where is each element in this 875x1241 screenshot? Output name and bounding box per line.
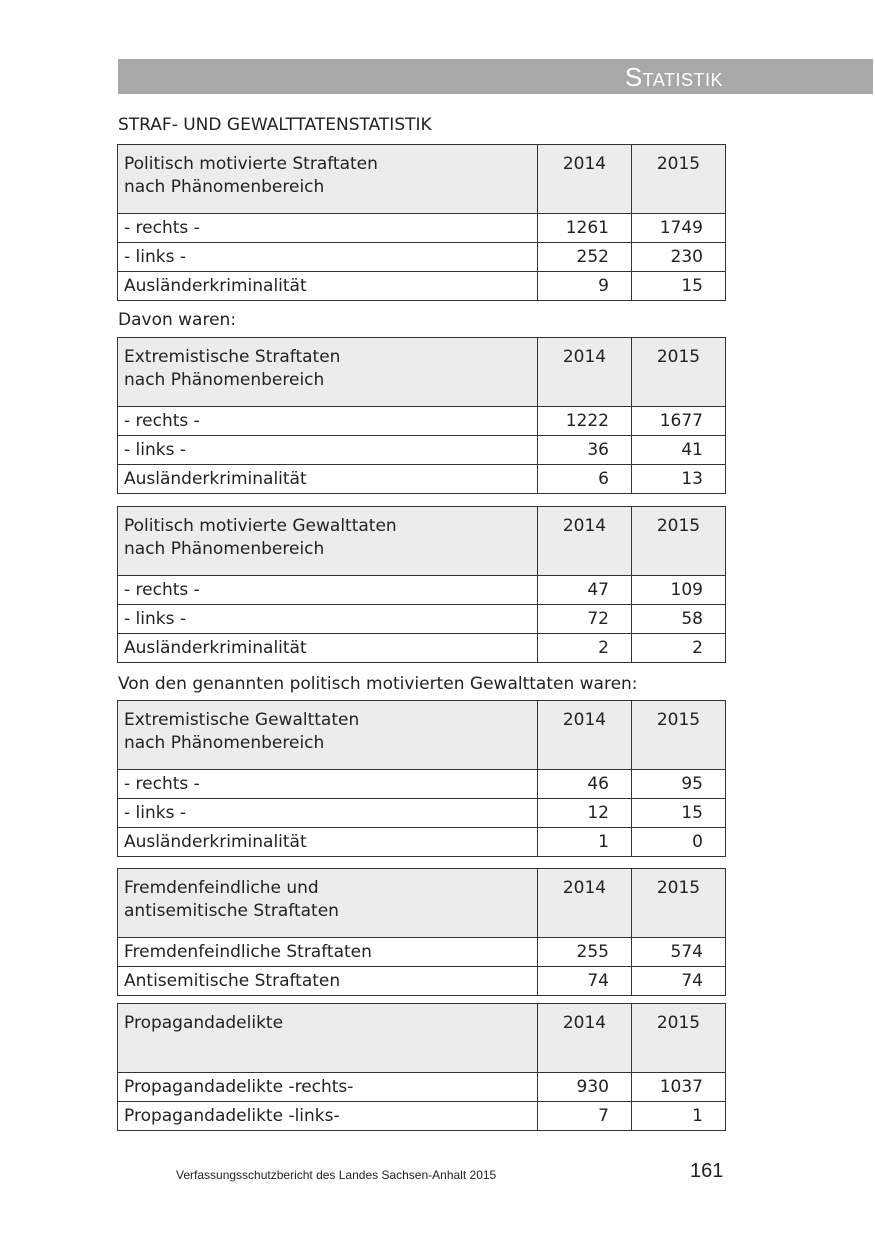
row-label: - rechts - bbox=[118, 770, 538, 799]
table-row bbox=[118, 634, 726, 663]
page-title: Statistik bbox=[624, 62, 723, 92]
value-2014: 36 bbox=[538, 436, 632, 465]
value-2015: 15 bbox=[632, 272, 726, 301]
table-header-label bbox=[118, 869, 538, 938]
row-label: Ausländerkriminalität bbox=[118, 828, 538, 857]
intro-text: Von den genannten politisch motivierten Gewalttaten waren: bbox=[118, 674, 638, 694]
table-header-line-2: nach Phänomenbereich bbox=[124, 539, 325, 559]
value-2014: 2 bbox=[538, 634, 632, 663]
value-2015: 1749 bbox=[632, 214, 726, 243]
table-row bbox=[118, 407, 726, 436]
row-label: - links - bbox=[118, 605, 538, 634]
value-2014: 74 bbox=[538, 967, 632, 996]
value-2014: 46 bbox=[538, 770, 632, 799]
table-header-label bbox=[118, 145, 538, 214]
value-2014: 7 bbox=[538, 1102, 632, 1131]
row-label: - links - bbox=[118, 799, 538, 828]
year-header-2014: 2014 bbox=[538, 145, 632, 214]
value-2015: 1677 bbox=[632, 407, 726, 436]
year-header-2014: 2014 bbox=[538, 869, 632, 938]
table-header-line-1: Politisch motivierte Gewalttaten bbox=[124, 516, 397, 536]
value-2014: 1261 bbox=[538, 214, 632, 243]
row-label: Ausländerkriminalität bbox=[118, 634, 538, 663]
row-label: Antisemitische Straftaten bbox=[118, 967, 538, 996]
table-header-line-2: nach Phänomenbereich bbox=[124, 177, 325, 197]
year-header-2015: 2015 bbox=[632, 145, 726, 214]
row-label: - links - bbox=[118, 243, 538, 272]
value-2014: 6 bbox=[538, 465, 632, 494]
table-row bbox=[118, 272, 726, 301]
table-row bbox=[118, 605, 726, 634]
year-header-2014: 2014 bbox=[538, 338, 632, 407]
value-2015: 1037 bbox=[632, 1073, 726, 1102]
row-label: Propagandadelikte -rechts- bbox=[118, 1073, 538, 1102]
value-2014: 252 bbox=[538, 243, 632, 272]
table-row bbox=[118, 1102, 726, 1131]
table-row bbox=[118, 938, 726, 967]
value-2014: 1222 bbox=[538, 407, 632, 436]
table-row bbox=[118, 770, 726, 799]
value-2014: 930 bbox=[538, 1073, 632, 1102]
year-header-2015: 2015 bbox=[632, 869, 726, 938]
value-2014: 72 bbox=[538, 605, 632, 634]
table-header-line-1: Extremistische Straftaten bbox=[124, 347, 341, 367]
footer-text: Verfassungsschutzbericht des Landes Sachsen-Anhalt 2015 bbox=[176, 1168, 497, 1182]
value-2014: 12 bbox=[538, 799, 632, 828]
row-label: Fremdenfeindliche Straftaten bbox=[118, 938, 538, 967]
year-header-2015: 2015 bbox=[632, 701, 726, 770]
table-header-label bbox=[118, 338, 538, 407]
row-label: - rechts - bbox=[118, 407, 538, 436]
table-header-label bbox=[118, 701, 538, 770]
value-2015: 109 bbox=[632, 576, 726, 605]
table-politisch-motivierte-straftaten bbox=[117, 144, 726, 301]
table-header-line-1: Propagandadelikte bbox=[124, 1013, 284, 1033]
table-row bbox=[118, 243, 726, 272]
table-fremdenfeindliche-antisemitische-straftaten bbox=[117, 868, 726, 996]
value-2015: 74 bbox=[632, 967, 726, 996]
table-header-line-1: Extremistische Gewalttaten bbox=[124, 710, 360, 730]
table-extremistische-gewalttaten bbox=[117, 700, 726, 857]
value-2014: 47 bbox=[538, 576, 632, 605]
table-extremistische-straftaten bbox=[117, 337, 726, 494]
value-2014: 1 bbox=[538, 828, 632, 857]
table-row bbox=[118, 967, 726, 996]
table-row bbox=[118, 1073, 726, 1102]
table-header-label bbox=[118, 1004, 538, 1073]
year-header-2015: 2015 bbox=[632, 1004, 726, 1073]
year-header-2015: 2015 bbox=[632, 507, 726, 576]
section-title: STRAF- UND GEWALTTATENSTATISTIK bbox=[118, 115, 432, 135]
row-label: Ausländerkriminalität bbox=[118, 465, 538, 494]
table-row bbox=[118, 576, 726, 605]
table-propagandadelikte bbox=[117, 1003, 726, 1131]
year-header-2014: 2014 bbox=[538, 507, 632, 576]
row-label: - rechts - bbox=[118, 576, 538, 605]
table-row bbox=[118, 799, 726, 828]
table-header-line-1: Fremdenfeindliche und bbox=[124, 878, 319, 898]
value-2015: 41 bbox=[632, 436, 726, 465]
table-row bbox=[118, 214, 726, 243]
table-header-line-2: nach Phänomenbereich bbox=[124, 370, 325, 390]
value-2015: 2 bbox=[632, 634, 726, 663]
page-number: 161 bbox=[690, 1160, 724, 1182]
value-2015: 58 bbox=[632, 605, 726, 634]
table-header-line-2: nach Phänomenbereich bbox=[124, 733, 325, 753]
year-header-2015: 2015 bbox=[632, 338, 726, 407]
year-header-2014: 2014 bbox=[538, 1004, 632, 1073]
table-politisch-motivierte-gewalttaten bbox=[117, 506, 726, 663]
table-row bbox=[118, 828, 726, 857]
value-2015: 230 bbox=[632, 243, 726, 272]
value-2014: 255 bbox=[538, 938, 632, 967]
value-2015: 0 bbox=[632, 828, 726, 857]
table-header-line-1: Politisch motivierte Straftaten bbox=[124, 154, 378, 174]
row-label: Propagandadelikte -links- bbox=[118, 1102, 538, 1131]
value-2015: 15 bbox=[632, 799, 726, 828]
row-label: Ausländerkriminalität bbox=[118, 272, 538, 301]
value-2015: 95 bbox=[632, 770, 726, 799]
value-2014: 9 bbox=[538, 272, 632, 301]
table-row bbox=[118, 436, 726, 465]
year-header-2014: 2014 bbox=[538, 701, 632, 770]
row-label: - rechts - bbox=[118, 214, 538, 243]
value-2015: 1 bbox=[632, 1102, 726, 1131]
value-2015: 574 bbox=[632, 938, 726, 967]
table-header-line-2: antisemitische Straftaten bbox=[124, 901, 339, 921]
table-header-label bbox=[118, 507, 538, 576]
value-2015: 13 bbox=[632, 465, 726, 494]
row-label: - links - bbox=[118, 436, 538, 465]
intro-text: Davon waren: bbox=[118, 310, 237, 330]
table-row bbox=[118, 465, 726, 494]
header-bar bbox=[118, 59, 873, 94]
